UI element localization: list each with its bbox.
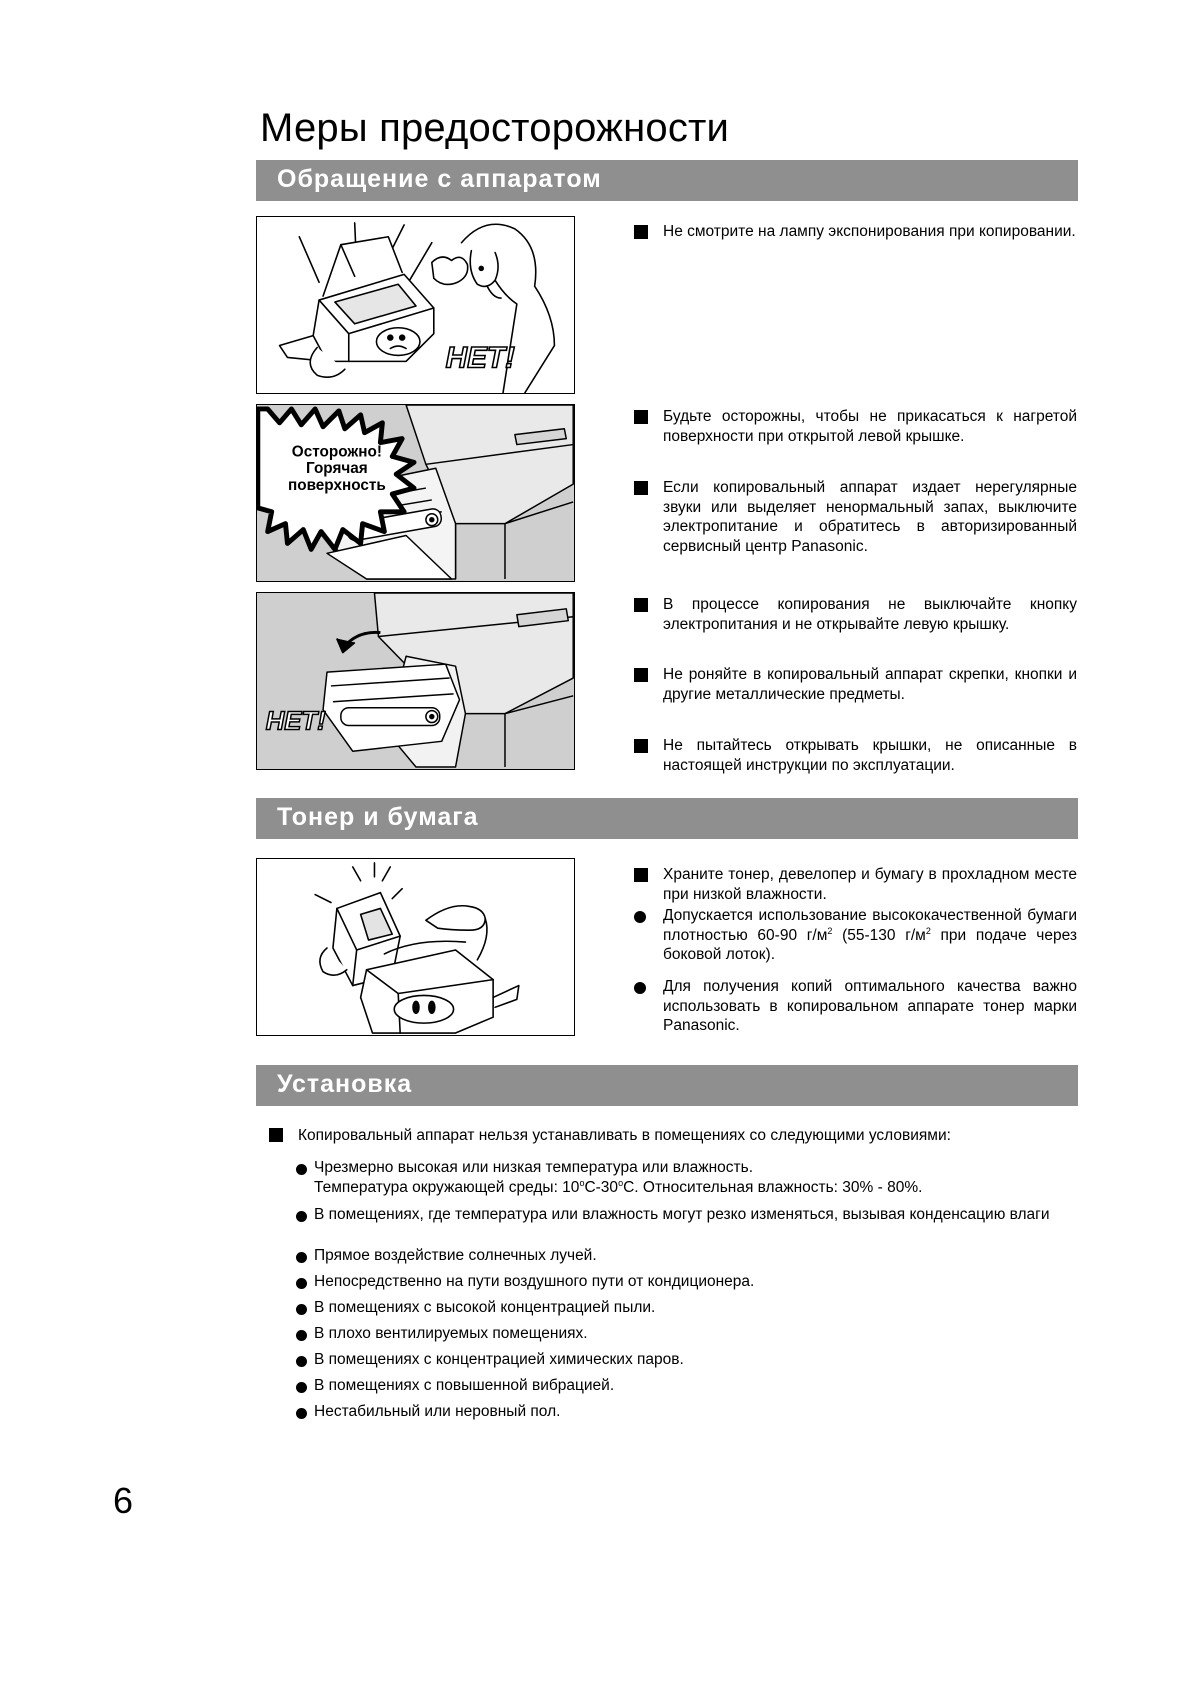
section-heading-toner: Тонер и бумага — [256, 798, 1078, 839]
install-condition-7: В помещениях с повышенной вибрацией. — [314, 1377, 615, 1394]
hot-surface-drawing — [257, 405, 574, 581]
bullet-dot-icon — [634, 911, 646, 923]
handling-item-2: Будьте осторожны, чтобы не прикасаться к нагретой поверхности при открытой левой крышке. — [663, 408, 1077, 445]
install-temp-line2: Температура окружающей среды: 10$^o$С-30$^o$С. Относительная влажность: 30% - 80%. — [314, 1177, 923, 1196]
lamp-warning-drawing — [257, 217, 574, 393]
warning-line-3: поверхность — [287, 477, 386, 495]
toner-item-2-text: Допускается использование высококачественной бумаги плотностью 60-90 г/м — [663, 907, 1077, 944]
install-condition-3: Непосредственно на пути воздушного пути от кондиционера. — [314, 1273, 755, 1290]
illustration-hot-surface — [256, 404, 575, 582]
illustration-open-cover — [256, 592, 575, 770]
bullet-square-icon — [269, 1128, 283, 1142]
svg-text:НЕТ!: НЕТ! — [265, 707, 326, 736]
bullet-dot-icon — [296, 1382, 307, 1393]
bullet-square-icon — [634, 598, 648, 612]
no-label — [266, 707, 326, 735]
bullet-dot-icon — [296, 1408, 307, 1419]
bullet-dot-icon — [296, 1211, 307, 1222]
svg-text:НЕТ!: НЕТ! — [445, 341, 515, 375]
bullet-square-icon — [634, 481, 648, 495]
install-condition-6: В помещениях с концентрацией химических паров. — [314, 1351, 684, 1368]
squared-superscript: 2 — [925, 925, 931, 936]
install-temp-line1: Чрезмерно высокая или низкая температура или влажность. — [314, 1159, 754, 1176]
handling-item-5: Не роняйте в копировальный аппарат скрепки, кнопки и другие металлические предметы. — [663, 666, 1077, 703]
bullet-square-icon — [634, 668, 648, 682]
bullet-square-icon — [634, 868, 648, 882]
install-condition-1: В помещениях, где температура или влажность могут резко изменяться, вызывая конденсацию влаги — [314, 1206, 1050, 1223]
section-heading-handling: Обращение с аппаратом — [256, 160, 1078, 201]
bullet-square-icon — [634, 739, 648, 753]
degree-superscript: o — [579, 1177, 585, 1188]
toner-storage-drawing — [257, 859, 574, 1035]
no-label — [446, 341, 515, 374]
warning-line-2: Горячая — [306, 460, 368, 478]
bullet-dot-icon — [634, 982, 646, 994]
handling-item-3: Если копировальный аппарат издает нерегулярные звуки или выделяет ненормальный запах, выключите электропитание и обратитесь в авторизированный сервисный центр Panasonic. — [663, 479, 1077, 555]
install-condition-2: Прямое воздействие солнечных лучей. — [314, 1247, 597, 1264]
page-title: Меры предосторожности — [260, 106, 730, 150]
section-heading-install: Установка — [256, 1065, 1078, 1106]
open-cover-drawing — [257, 593, 574, 769]
illustration-lamp-warning — [256, 216, 575, 394]
toner-item-2 — [663, 906, 1077, 965]
bullet-dot-icon — [296, 1278, 307, 1289]
install-condition-8: Нестабильный или неровный пол. — [314, 1403, 561, 1420]
warning-line-1: Осторожно! — [291, 443, 382, 461]
toner-item-2-tail: при подаче через боковой лоток). — [663, 926, 1077, 963]
install-condition-5: В плохо вентилируемых помещениях. — [314, 1325, 588, 1342]
bullet-dot-icon — [296, 1304, 307, 1315]
bullet-square-icon — [634, 410, 648, 424]
bullet-dot-icon — [296, 1164, 307, 1175]
bullet-dot-icon — [296, 1356, 307, 1367]
install-lead: Копировальный аппарат нельзя устанавливать в помещениях со следующими условиями: — [298, 1127, 951, 1144]
bullet-dot-icon — [296, 1330, 307, 1341]
handling-item-1: Не смотрите на лампу экспонирования при копировании. — [663, 223, 1076, 240]
toner-item-1: Храните тонер, девелопер и бумагу в прохладном месте при низкой влажности. — [663, 866, 1077, 903]
bullet-dot-icon — [296, 1252, 307, 1263]
toner-item-2-mid: (55-130 г/м — [832, 926, 926, 944]
toner-item-3: Для получения копий оптимального качества важно использовать в копировальном аппарате тонер марки Panasonic. — [663, 978, 1077, 1034]
handling-item-4: В процессе копирования не выключайте кнопку электропитания и не открывайте левую крышку. — [663, 596, 1077, 633]
bullet-square-icon — [634, 225, 648, 239]
handling-item-6: Не пытайтесь открывать крышки, не описанные в настоящей инструкции по эксплуатации. — [663, 737, 1077, 774]
install-condition-4: В помещениях с высокой концентрацией пыли. — [314, 1299, 656, 1316]
page-number: 6 — [113, 1480, 134, 1521]
illustration-toner-storage — [256, 858, 575, 1036]
degree-superscript: o — [618, 1177, 624, 1188]
install-condition-temperature — [314, 1158, 1078, 1197]
squared-superscript: 2 — [827, 925, 833, 936]
